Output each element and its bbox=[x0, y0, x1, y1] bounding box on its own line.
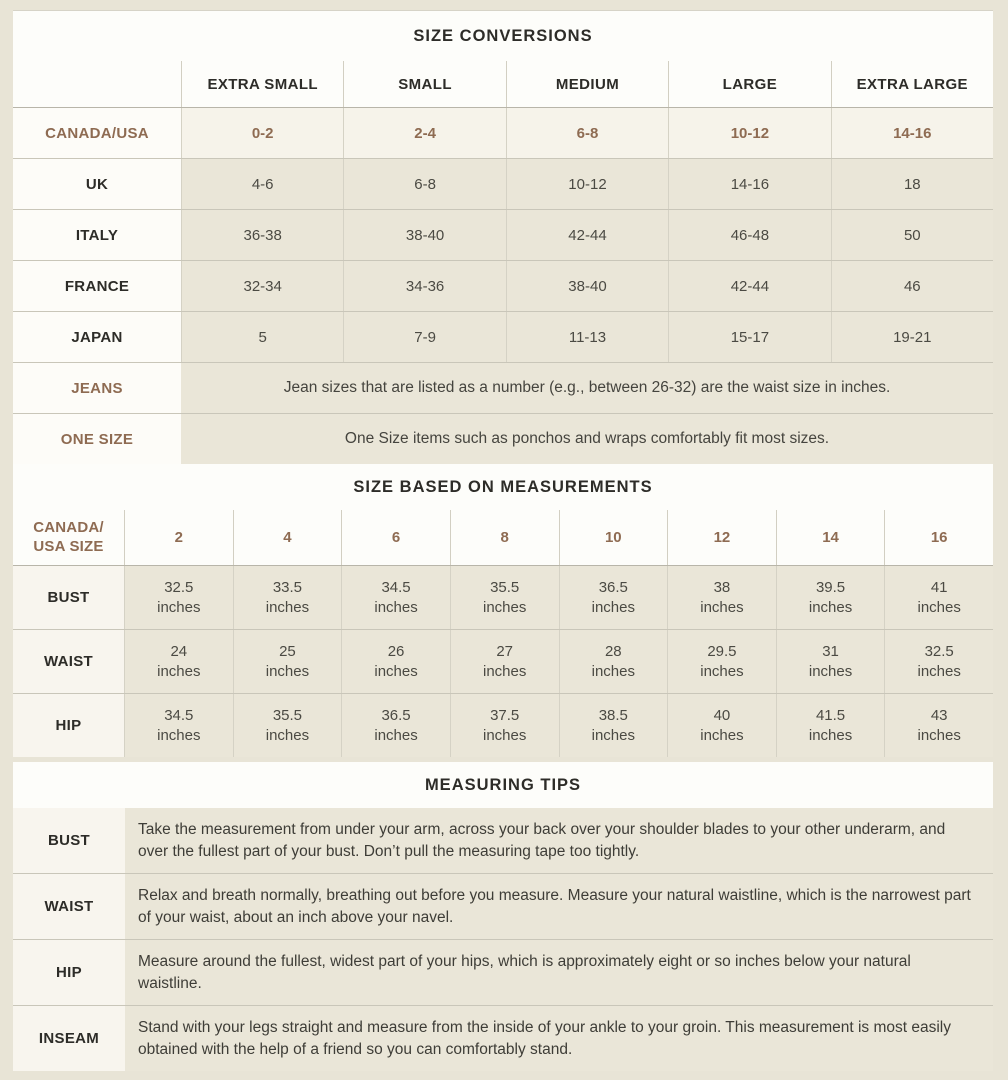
measurement-unit: inches bbox=[265, 598, 310, 616]
measuring-tips-title: MEASURING TIPS bbox=[13, 762, 993, 808]
measurement-value: 38 bbox=[713, 578, 731, 596]
measurement-unit: inches bbox=[591, 662, 635, 680]
table-row-france bbox=[13, 261, 993, 312]
size-header-8: 8 bbox=[450, 510, 559, 565]
cell-value: 7-9 bbox=[343, 312, 505, 362]
tip-text-bust: Take the measurement from under your arm, across your back over your shoulder blades to your other underarm, and over the fullest part of your bust. Don’t pull the measuring tape too tightly. bbox=[125, 808, 993, 873]
cell-value: 5 bbox=[181, 312, 343, 362]
measurement-value: 24 bbox=[170, 642, 188, 660]
cell-value: 2-4 bbox=[343, 108, 505, 158]
cell-value: 0-2 bbox=[181, 108, 343, 158]
measurement-value: 33.5 bbox=[272, 578, 303, 596]
tip-row-hip bbox=[13, 940, 993, 1006]
tip-label-inseam: INSEAM bbox=[13, 1006, 125, 1071]
size-header-16: 16 bbox=[884, 510, 993, 565]
measurement-unit: inches bbox=[808, 726, 853, 744]
table-row-jeans bbox=[13, 363, 993, 414]
measurement-value: 41.5 bbox=[815, 706, 846, 724]
cell-measurement bbox=[776, 694, 885, 757]
cell-value: 50 bbox=[831, 210, 993, 260]
measurement-unit: inches bbox=[374, 598, 418, 616]
table-row-one-size bbox=[13, 414, 993, 464]
cell-value: 14-16 bbox=[668, 159, 830, 209]
table-row-italy bbox=[13, 210, 993, 261]
cell-value: 11-13 bbox=[506, 312, 668, 362]
measurement-value: 25 bbox=[279, 642, 296, 660]
measurement-unit: inches bbox=[591, 726, 635, 744]
measurement-value: 27 bbox=[496, 642, 514, 660]
one-size-note-text: One Size items such as ponchos and wraps comfortably fit most sizes. bbox=[181, 414, 993, 464]
size-header-2: 2 bbox=[124, 510, 233, 565]
cell-measurement bbox=[341, 630, 450, 693]
cell-measurement bbox=[341, 694, 450, 757]
cell-value: 32-34 bbox=[181, 261, 343, 311]
cell-value: 10-12 bbox=[668, 108, 830, 158]
measurement-unit: inches bbox=[483, 598, 527, 616]
measurement-value: 32.5 bbox=[164, 578, 194, 596]
measurement-value: 34.5 bbox=[164, 706, 194, 724]
cell-value: 36-38 bbox=[181, 210, 343, 260]
cell-measurement bbox=[450, 566, 559, 629]
row-label-japan: JAPAN bbox=[13, 312, 181, 362]
measurement-value: 29.5 bbox=[707, 642, 737, 660]
measurement-unit: inches bbox=[483, 662, 527, 680]
jeans-note-text: Jean sizes that are listed as a number (e.g., between 26-32) are the waist size in inches. bbox=[181, 363, 993, 413]
measurement-unit: inches bbox=[483, 726, 527, 744]
size-header-12: 12 bbox=[667, 510, 776, 565]
measurement-unit: inches bbox=[591, 598, 635, 616]
size-measurements-table bbox=[13, 464, 993, 754]
measurement-value: 31 bbox=[822, 642, 839, 660]
measurement-value: 37.5 bbox=[490, 706, 520, 724]
size-conversions-table bbox=[13, 10, 993, 457]
measurement-unit: inches bbox=[917, 662, 961, 680]
cell-measurement bbox=[667, 694, 776, 757]
measurement-value: 43 bbox=[930, 706, 948, 724]
cell-value: 38-40 bbox=[343, 210, 505, 260]
tip-label-bust: BUST bbox=[13, 808, 125, 873]
measurement-value: 35.5 bbox=[272, 706, 303, 724]
row-label-canada-usa: CANADA/USA bbox=[13, 108, 181, 158]
cell-measurement bbox=[884, 566, 993, 629]
cell-measurement bbox=[667, 630, 776, 693]
measurement-unit: inches bbox=[374, 726, 418, 744]
header-canada-usa-size-line1: CANADA/ bbox=[33, 518, 104, 536]
cell-value: 10-12 bbox=[506, 159, 668, 209]
tip-row-waist bbox=[13, 874, 993, 940]
cell-value: 42-44 bbox=[668, 261, 830, 311]
row-label-france: FRANCE bbox=[13, 261, 181, 311]
header-corner-cell bbox=[13, 61, 181, 107]
row-label-bust: BUST bbox=[13, 566, 124, 629]
cell-value: 6-8 bbox=[343, 159, 505, 209]
measurement-value: 34.5 bbox=[381, 578, 411, 596]
size-header-10: 10 bbox=[559, 510, 668, 565]
tip-label-hip: HIP bbox=[13, 940, 125, 1005]
size-header-14: 14 bbox=[776, 510, 885, 565]
measurement-unit: inches bbox=[157, 662, 201, 680]
cell-value: 42-44 bbox=[506, 210, 668, 260]
measurement-value: 32.5 bbox=[924, 642, 954, 660]
column-header-extra-small: EXTRA SMALL bbox=[181, 61, 343, 107]
size-conversions-title: SIZE CONVERSIONS bbox=[13, 11, 993, 61]
table-row-hip bbox=[13, 694, 993, 757]
cell-measurement bbox=[233, 694, 342, 757]
measurements-header-row bbox=[13, 510, 993, 566]
measurement-unit: inches bbox=[808, 598, 853, 616]
row-label-one-size: ONE SIZE bbox=[13, 414, 181, 464]
cell-value: 4-6 bbox=[181, 159, 343, 209]
table-row-japan bbox=[13, 312, 993, 363]
measuring-tips-table bbox=[13, 762, 993, 1068]
cell-value: 34-36 bbox=[343, 261, 505, 311]
measurement-unit: inches bbox=[265, 662, 310, 680]
cell-measurement bbox=[124, 630, 233, 693]
row-label-italy: ITALY bbox=[13, 210, 181, 260]
header-canada-usa-size-line2: USA SIZE bbox=[33, 537, 104, 555]
cell-measurement bbox=[559, 630, 668, 693]
column-header-extra-large: EXTRA LARGE bbox=[831, 61, 993, 107]
size-header-4: 4 bbox=[233, 510, 342, 565]
cell-value: 46-48 bbox=[668, 210, 830, 260]
row-label-uk: UK bbox=[13, 159, 181, 209]
measurement-unit: inches bbox=[917, 598, 961, 616]
size-header-6: 6 bbox=[341, 510, 450, 565]
column-header-medium: MEDIUM bbox=[506, 61, 668, 107]
size-conversions-header-row bbox=[13, 61, 993, 108]
cell-value: 38-40 bbox=[506, 261, 668, 311]
row-label-hip: HIP bbox=[13, 694, 124, 757]
cell-measurement bbox=[233, 630, 342, 693]
cell-value: 14-16 bbox=[831, 108, 993, 158]
header-canada-usa-size bbox=[13, 510, 124, 565]
cell-measurement bbox=[233, 566, 342, 629]
table-row-uk bbox=[13, 159, 993, 210]
cell-measurement bbox=[667, 566, 776, 629]
measurement-unit: inches bbox=[700, 598, 744, 616]
cell-value: 18 bbox=[831, 159, 993, 209]
cell-measurement bbox=[884, 694, 993, 757]
column-header-small: SMALL bbox=[343, 61, 505, 107]
cell-value: 6-8 bbox=[506, 108, 668, 158]
cell-measurement bbox=[776, 566, 885, 629]
tip-label-waist: WAIST bbox=[13, 874, 125, 939]
cell-value: 15-17 bbox=[668, 312, 830, 362]
measurement-unit: inches bbox=[157, 598, 201, 616]
tip-text-inseam: Stand with your legs straight and measure from the inside of your ankle to your groin. This measurement is most easily obtained with the help of a friend so you can comfortably stand. bbox=[125, 1006, 993, 1071]
measurement-value: 26 bbox=[387, 642, 405, 660]
measurement-unit: inches bbox=[265, 726, 310, 744]
row-label-waist: WAIST bbox=[13, 630, 124, 693]
tip-text-waist: Relax and breath normally, breathing out before you measure. Measure your natural waistline, which is the narrowest part of your waist, about an inch above your navel. bbox=[125, 874, 993, 939]
cell-value: 19-21 bbox=[831, 312, 993, 362]
measurement-unit: inches bbox=[157, 726, 201, 744]
cell-measurement bbox=[341, 566, 450, 629]
row-label-jeans: JEANS bbox=[13, 363, 181, 413]
measurement-value: 41 bbox=[930, 578, 948, 596]
cell-measurement bbox=[124, 694, 233, 757]
cell-measurement bbox=[450, 694, 559, 757]
cell-measurement bbox=[884, 630, 993, 693]
measurement-unit: inches bbox=[700, 662, 744, 680]
measurement-value: 38.5 bbox=[598, 706, 628, 724]
measurement-value: 39.5 bbox=[815, 578, 846, 596]
column-header-large: LARGE bbox=[668, 61, 830, 107]
cell-measurement bbox=[124, 566, 233, 629]
table-row-bust bbox=[13, 566, 993, 630]
measurement-unit: inches bbox=[374, 662, 418, 680]
tip-row-inseam bbox=[13, 1006, 993, 1071]
measurement-value: 28 bbox=[604, 642, 622, 660]
tip-text-hip: Measure around the fullest, widest part of your hips, which is approximately eight or so inches below your natural waistline. bbox=[125, 940, 993, 1005]
cell-measurement bbox=[450, 630, 559, 693]
measurement-unit: inches bbox=[808, 662, 853, 680]
cell-measurement bbox=[559, 694, 668, 757]
cell-measurement bbox=[776, 630, 885, 693]
table-row-waist bbox=[13, 630, 993, 694]
measurement-value: 40 bbox=[713, 706, 731, 724]
measurement-value: 35.5 bbox=[490, 578, 520, 596]
measurement-value: 36.5 bbox=[598, 578, 628, 596]
tip-row-bust bbox=[13, 808, 993, 874]
measurement-unit: inches bbox=[917, 726, 961, 744]
measurement-value: 36.5 bbox=[381, 706, 411, 724]
measurement-unit: inches bbox=[700, 726, 744, 744]
cell-value: 46 bbox=[831, 261, 993, 311]
cell-measurement bbox=[559, 566, 668, 629]
table-row-canada-usa bbox=[13, 108, 993, 159]
size-measurements-title: SIZE BASED ON MEASUREMENTS bbox=[13, 464, 993, 510]
